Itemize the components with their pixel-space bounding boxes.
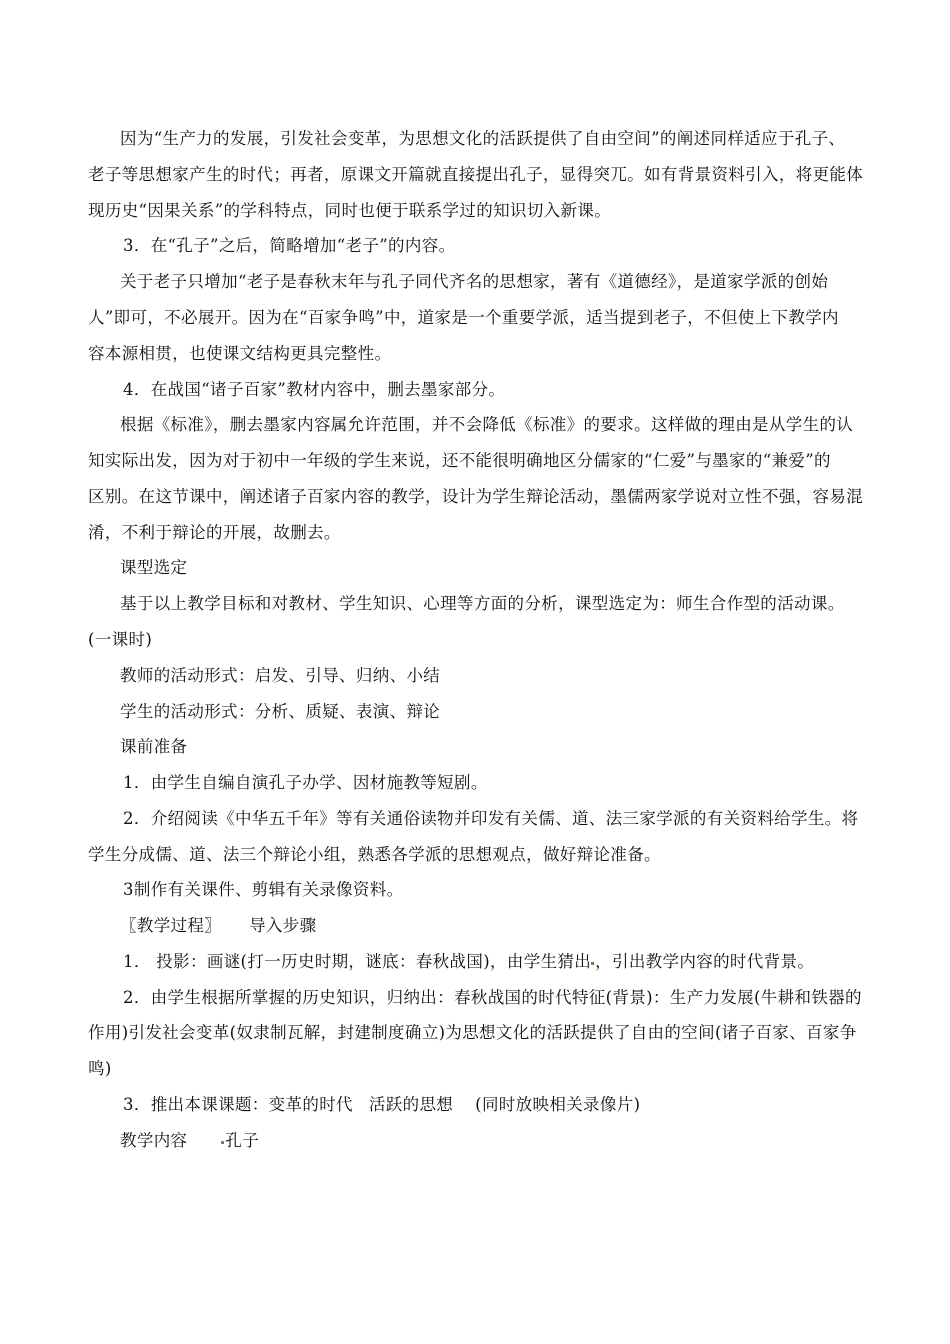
paragraph-line [123, 951, 898, 973]
paragraph-line: 鸣) [88, 1059, 112, 1078]
paragraph-line: 4．在战国“诸子百家”教材内容中，删去墨家部分。 [123, 380, 506, 399]
paragraph-line: 2．介绍阅读《中华五千年》等有关通俗读物并印发有关儒、道、法三家学派的有关资料给学生。将 [123, 809, 859, 828]
paragraph-line: 基于以上教学目标和对教材、学生知识、心理等方面的分析，课型选定为：师生合作型的活动课。 [120, 594, 845, 613]
teaching-content-label: 教学内容 [120, 1131, 188, 1150]
paragraph-line: (一课时) [88, 630, 153, 649]
topic-label: 孔子 [225, 1131, 260, 1150]
stray-mark [221, 1141, 224, 1144]
section-heading [120, 915, 895, 937]
paragraph-line: 知实际出发，因为对于初中一年级的学生来说，还不能很明确地区分儒家的“仁爱”与墨家的“兼爱”的 [88, 451, 831, 470]
paragraph-line: 根据《标准》，删去墨家内容属允许范围，并不会降低《标准》的要求。这样做的理由是从学生的认 [120, 415, 854, 434]
lesson-note: (同时放映相关录像片) [475, 1095, 641, 1114]
section-heading: 课前准备 [120, 737, 188, 756]
paragraph-line: 1．由学生自编自演孔子办学、因材施教等短剧。 [123, 773, 488, 792]
paragraph-line: 区别。在这节课中，阐述诸子百家内容的教学，设计为学生辩论活动，墨儒两家学说对立性不强，容易混 [88, 487, 864, 506]
process-label: 〖教学过程〗 [120, 916, 222, 935]
paragraph-line: 3．在“孔子”之后，简略增加“老子”的内容。 [123, 236, 456, 255]
section-heading [120, 1130, 895, 1152]
line-text: 1． 投影：画谜(打一历史时期，谜底：春秋战国)，由学生猜出 [123, 952, 592, 971]
stray-mark [591, 962, 594, 965]
paragraph-line: 关于老子只增加“老子是春秋末年与孔子同代齐名的思想家，著有《道德经》，是道家学派的创始 [120, 272, 829, 291]
section-heading: 课型选定 [120, 558, 188, 577]
paragraph-line: 老子等思想家产生的时代；再者，原课文开篇就直接提出孔子，显得突兀。如有背景资料引入，将更能体 [88, 165, 864, 184]
lesson-title-part: 3．推出本课课题：变革的时代 [123, 1095, 353, 1114]
paragraph-line: 2．由学生根据所掌握的历史知识，归纳出：春秋战国的时代特征(背景)：生产力发展(牛耕和铁器的 [123, 988, 862, 1007]
paragraph-line: 作用)引发社会变革(奴隶制瓦解，封建制度确立)为思想文化的活跃提供了自由的空间(诸子百家、百家争 [88, 1023, 857, 1042]
paragraph-line [123, 1094, 898, 1116]
paragraph-line: 人”即可，不必展开。因为在“百家争鸣”中，道家是一个重要学派，适当提到老子，不但使上下教学内 [88, 308, 839, 327]
line-text: ，引出教学内容的时代背景。 [595, 952, 815, 971]
paragraph-line: 学生的活动形式：分析、质疑、表演、辩论 [120, 702, 441, 721]
paragraph-line: 现历史“因果关系”的学科特点，同时也便于联系学过的知识切入新课。 [88, 201, 612, 220]
paragraph-line: 因为“生产力的发展，引发社会变革，为思想文化的活跃提供了自由空间”的阐述同样适应于孔子、 [120, 129, 846, 148]
lesson-title-part: 活跃的思想 [368, 1095, 454, 1114]
intro-steps-label: 导入步骤 [249, 916, 317, 935]
paragraph-line: 容本源相贯，也使课文结构更具完整性。 [88, 344, 392, 363]
paragraph-line: 3制作有关课件、剪辑有关录像资料。 [123, 880, 404, 899]
paragraph-line: 教师的活动形式：启发、引导、归纳、小结 [120, 666, 441, 685]
paragraph-line: 淆，不利于辩论的开展，故删去。 [88, 523, 341, 542]
paragraph-line: 学生分成儒、道、法三个辩论小组，熟悉各学派的思想观点，做好辩论准备。 [88, 845, 661, 864]
